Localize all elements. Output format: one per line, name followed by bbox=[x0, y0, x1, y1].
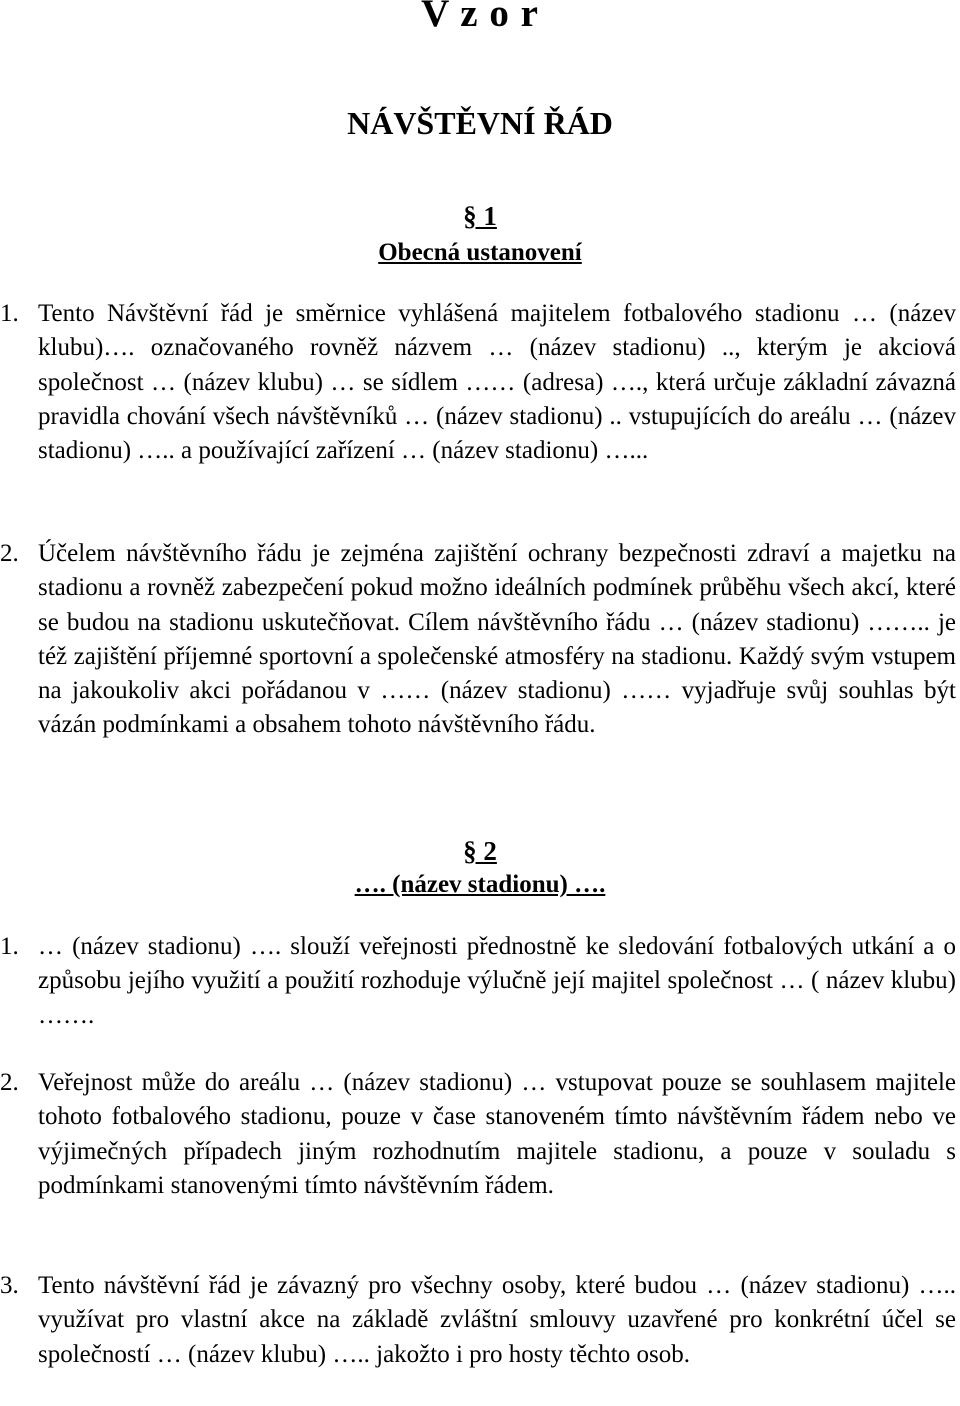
item-text: … (název stadionu) …. slouží veřejnosti přednostně ke sledování fotbalových utkání a o způsobu jejího využití a použití rozhoduje výlučně její majitel společnost … ( název klubu) ……. bbox=[38, 933, 956, 1029]
section-2-heading: …. (název stadionu) …. bbox=[354, 871, 606, 898]
item-text: Účelem návštěvního řádu je zejména zajištění ochrany bezpečnosti zdraví a majetku na stadionu a rovněž zabezpečení pokud možno ideálních podmínek průběhu všech akcí, které se budou na stadionu uskutečňovat. Cílem návštěvního řádu … (název stadionu) …….. je též zajištění příjemné sportovní a společenské atmosféry na stadionu. Každý svým vstupem na jakoukoliv akci pořádanou v …… (název stadionu) …… vyjadřuje svůj souhlas být vázán podmínkami a obsahem tohoto návštěvního řádu. bbox=[38, 540, 956, 739]
item-number: 3. bbox=[0, 1272, 19, 1299]
item-text: Tento Návštěvní řád je směrnice vyhlášená majitelem fotbalového stadionu … (název klubu)…. označovaného rovněž názvem … (název stadionu) .., kterým je akciová společnost … (název klubu) … se sídlem …… (adresa) …., která určuje základní závazná pravidla chování všech návštěvníků … (název stadionu) .. vstupujících do areálu … (název stadionu) ….. a používající zařízení … (název stadionu) …... bbox=[38, 300, 956, 465]
item-number: 2. bbox=[0, 540, 19, 567]
page-title: V z o r bbox=[421, 0, 539, 35]
section-1-number: § 1 bbox=[463, 201, 497, 231]
section-1-heading: Obecná ustanovení bbox=[378, 239, 582, 266]
document-title: NÁVŠTĚVNÍ ŘÁD bbox=[347, 105, 613, 141]
section-2-number: § 2 bbox=[463, 836, 497, 866]
item-number: 1. bbox=[0, 300, 19, 327]
item-number: 2. bbox=[0, 1069, 19, 1096]
item-text: Veřejnost může do areálu … (název stadionu) … vstupovat pouze se souhlasem majitele tohoto fotbalového stadionu, pouze v čase stanoveném tímto návštěvním řádem nebo ve výjimečných případech jiným rozhodnutím majitele stadionu, a pouze v souladu s podmínkami stanovenými tímto návštěvním řádem. bbox=[38, 1069, 956, 1199]
item-text: Tento návštěvní řád je závazný pro všechny osoby, které budou … (název stadionu) ….. využívat pro vlastní akce na základě zvláštní smlouvy uzavřené pro konkrétní účel se společností … (název klubu) ….. jakožto i pro hosty těchto osob. bbox=[38, 1272, 956, 1368]
item-number: 1. bbox=[0, 933, 19, 960]
